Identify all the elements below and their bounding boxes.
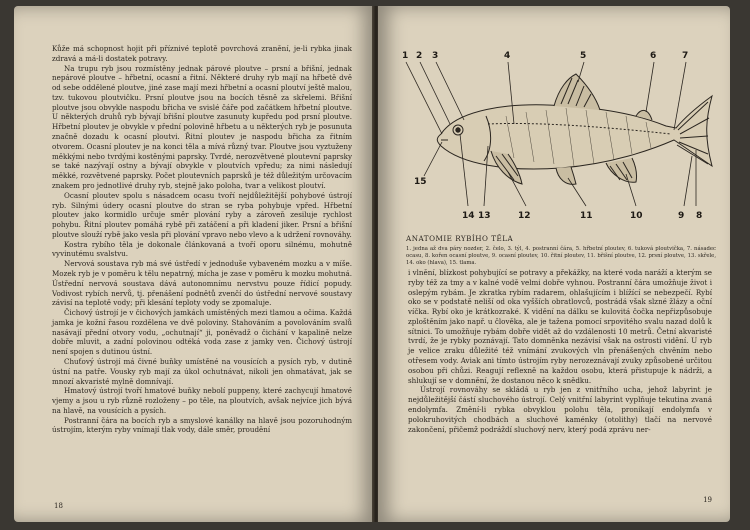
- paragraph: i vlnění, blízkost pohybující se potravy a překážky, na které voda naráží a kterým se ryby též za tmy a v kalné vodě velmi dobře vyhnou. Postranní čára umožňuje život i oslepým rybám. Je zkratka rybím radarem, ohlašujícím i blížící se nebezpečí. Rybí oko se v podstatě neliší od oka vyšších obratlovců, postrádá však slzné žlázy a oční víčka. Rybí oko je krátkozraké. K vidění na dálku se kulovitá čočka nepřizpůsobuje zploštěním jako např. u člověka, ale je tažena pomocí srpovitého svalu nazad dolů k sítnici. To umožňuje rybám dobře vidět až do vzdálenosti 10 metrů. Četní akvaristé tvrdí, že je rybky poznávají. Tato domněnka nezávisí však na ostrosti vidění. U ryb je velice zraku důležité též vnímání zvukových vln přenášených chvěním nebo otřesem vody. Aviak ani tímto ústrojím ryby nerozeznávají zvuky způsobené určitou osobou při chůzi. Reagují reflexně na každou osobu, která přistupuje k nádrži, a shlukují se v domnění, že dostanou něco k snědku.: [408, 268, 712, 385]
- page-number: 19: [703, 496, 712, 504]
- label-2: 2: [416, 51, 423, 61]
- paragraph: Na trupu ryb jsou rozmístěny jednak párové ploutve – prsní a břišní, jednak nepárové ploutve – hřbetní, ocasní a řitní. Některé druhy ryb mají na hřbetě dvě od sebe oddělené ploutve, jiné zase mají mezi hřbetní a ocasní ploutví ještě malou, tzv. tukovou ploutvičku. Prsní ploutve jsou na bocích těsně za skřelemi. Břišní ploutve jsou obvykle naspodu břicha ve svislé čáře pod začátkem hřbetní ploutve. U některých druhů ryb bývají břišní ploutve zasunuty kupředu pod prsní ploutve. Hřbetní ploutev je obvykle v přední polovině hřbetu a u některých ryb je posunuta značně dozadu k ocasní ploutvi. Řitní ploutev je naspodu břicha za řitním otvorem. Ocasní ploutev je na konci těla a mívá různý tvar. Ploutve jsou vyztuženy měkkými nebo tvrdými kostěnými paprsky. Tvrdé, nerozvětvené ploutevní paprsky se také nazývají ostny a bývají obvykle v ploutvích vpředu; za nimi následují měkké, rozvětvené paprsky. Počet ploutevních paprsků je též důležitým určovacím znakem pro jednotlivé druhy ryb, stejně jako poloha, tvar a velikost ploutví.: [52, 63, 352, 190]
- label-14: 14: [462, 211, 475, 221]
- paragraph: Nervová soustava ryb má své ústředí v jednoduše vybaveném mozku a v míše. Mozek ryb je v poměru k tělu nepatrný, mícha je zase v poměru k mozku mohutná. Ústřední nervová soustava dává autonomnímu nervstvu pouze řídicí popudy. Vodivost rybích nervů, tj. přenášení podnětů zvenčí do ústřední nervové soustavy závisí na teplotě vody; při klesání teploty vody se zpomaluje.: [52, 259, 352, 308]
- label-1: 1: [402, 51, 409, 61]
- label-7: 7: [682, 51, 689, 61]
- paragraph: Ústrojí rovnováhy se skládá u ryb jen z vnitřního ucha, jehož labyrint je nejdůležitější částí sluchového ústrojí. Celý vnitřní labyrint vyplňuje tekutina zvaná endolymfa. Změní-li rybka obvyklou polohu těla, pronikají endolymfa v polokruhovitých chodbách a sluchové kaménky (otolithy) tlačí na nervové zakončení, přičemž podráždí sluchový nerv, který podá zprávu ner-: [408, 385, 712, 434]
- label-11: 11: [580, 211, 593, 221]
- paragraph: Hmatový ústrojí tvoří hmatové buňky nebolí puppeny, které zachycují hmatové vjemy a jsou u ryb různě rozloženy – po těle, na ploutvích, avšak nejvíce jich bývá na hlavě, na vousících a pysích.: [52, 386, 352, 415]
- paragraph: Kostra rybího těla je dokonale článkovaná a tvoří oporu silnému, mohutně vyvinutému svalstvu.: [52, 239, 352, 259]
- label-5: 5: [580, 51, 587, 61]
- left-page: [14, 6, 374, 522]
- label-8: 8: [696, 211, 703, 221]
- figure-caption: 1. jedna až dva páry nozder, 2. čelo, 3. týl, 4. postranní čára, 5. hřbetní ploutev, 6. tuková ploutvička, 7. násadec ocasu, 8. kořen ocasní ploutve, 9. ocasní ploutev, 10. řitní ploutev, 11. břišní ploutve, 12. prsní ploutve, 13. skřele, 14. oko (hlava), 15. tlama.: [406, 246, 716, 266]
- paragraph: Kůže má schopnost hojit při příznivé teplotě povrchová zranění, je-li rybka jinak zdravá a má-li dostatek potravy.: [52, 44, 352, 63]
- label-12: 12: [518, 211, 531, 221]
- bottom-number-labels: [414, 177, 702, 221]
- top-number-labels: [402, 51, 688, 61]
- paragraph: Postranní čára na bocích ryb a smyslové kanálky na hlavě jsou pozoruhodným ústrojím, kterým ryby vnímají tlak vody, dále směr, proudění: [52, 415, 352, 435]
- left-page-text: [52, 44, 352, 435]
- label-10: 10: [630, 211, 643, 221]
- label-15: 15: [414, 177, 427, 187]
- paragraph: Chuťový ústrojí má čivné buňky umístěné na vousících a pysích ryb, v dutině ústní na patře. Vousky ryb mají za úkol ochutnávat, nikoli jen ohmatávat, jak se mnozí akvaristé mylně domnívají.: [52, 357, 352, 386]
- right-page: [378, 6, 730, 522]
- label-4: 4: [504, 51, 511, 61]
- page-number: 18: [54, 502, 63, 510]
- paragraph: Čichový ústrojí je v čichových jamkách umístěných mezi tlamou a očima. Každá jamka je kožní řasou rozdělena ve dvě poloviny. Stahováním a povolováním svalů nasávají přední otvory vodu, „ochutnají“ ji, poněvadž o čichání v kapalině nelze dobře mluvit, a zadní polovinou odtéká voda zase z jamky ven. Čichový ústrojí není spojen s dutinou ústní.: [52, 308, 352, 357]
- fish-anatomy-figure: [396, 46, 716, 231]
- label-13: 13: [478, 211, 491, 221]
- figure-title: ANATOMIE RYBÍHO TĚLA: [406, 234, 514, 243]
- label-3: 3: [432, 51, 439, 61]
- label-6: 6: [650, 51, 657, 61]
- right-page-text: [408, 268, 712, 434]
- fish-illustration: [437, 74, 712, 184]
- label-9: 9: [678, 211, 685, 221]
- paragraph: Ocasní ploutev spolu s násadcem ocasu tvoří nejdůležitější pohybové ústrojí ryb. Silnými údery ocasní ploutve do stran se ryba pohybuje vpřed. Hřbetní ploutev jako kormidlo určuje směr plování ryby a zároveň zesiluje rychlost pohybu. Řitní ploutev pomáhá rybě při zatáčení a při kladení jiker. Prsní a břišní ploutve slouží rybě jako vesla při plování vpravo nebo vlevo a k udržení rovnováhy.: [52, 190, 352, 239]
